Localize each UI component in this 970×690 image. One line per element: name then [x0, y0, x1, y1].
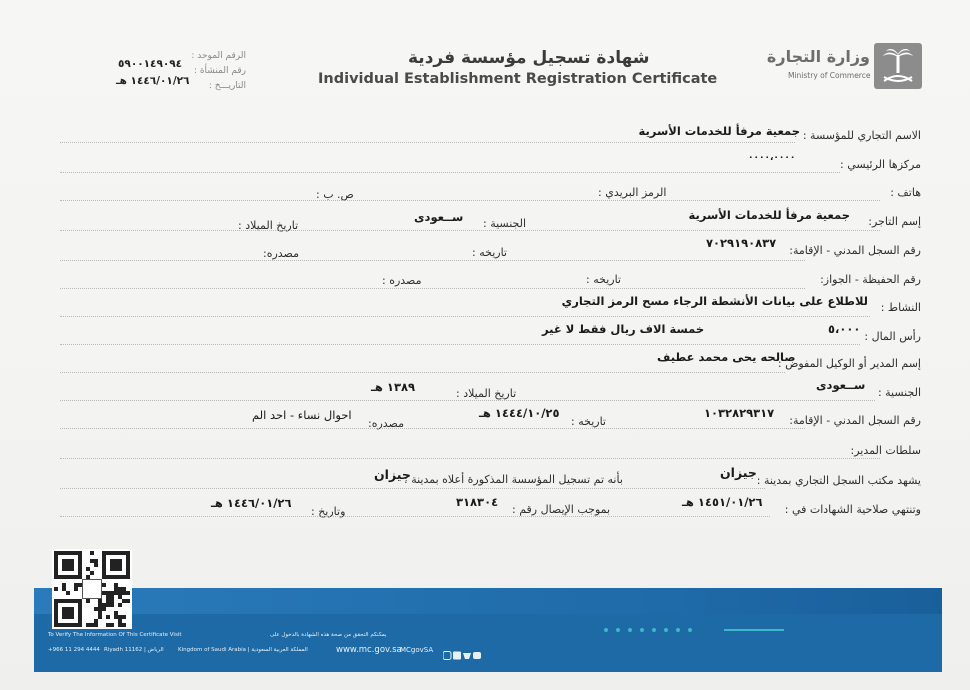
folder-passport-label: رقم الحفيظة - الجواز:	[820, 273, 921, 286]
civil-registry-value: ٧٠٢٩١٩٠٨٣٧	[706, 236, 777, 250]
instagram-icon	[443, 652, 451, 660]
facility-number-label: رقم المنشأة :	[193, 66, 246, 76]
capital-in-words: خمسة الاف ريال فقط لا غير	[542, 322, 705, 336]
social-icons	[443, 645, 481, 664]
facebook-icon	[453, 652, 461, 660]
qr-finder	[54, 551, 82, 579]
qr-module	[54, 587, 58, 591]
ministry-name-en: Ministry of Commerce	[788, 71, 871, 80]
receipt-value: ٣١٨٣٠٤	[456, 495, 499, 509]
qr-module	[90, 571, 94, 575]
trade-name-label: الاسم التجاري للمؤسسة :	[802, 129, 921, 142]
trade-name-value: جمعية مرفأ للخدمات الأسرية	[638, 124, 800, 138]
qr-center-logo	[82, 579, 102, 599]
title-english: Individual Establishment Registration Certificate	[318, 71, 718, 87]
nationality-value: ســعودى	[414, 210, 464, 224]
on-date-value: ١٤٤٦/٠١/٢٦ هـ	[211, 496, 292, 510]
ministry-logo	[874, 43, 922, 89]
civil-registry-label: رقم السجل المدني - الإقامة:	[789, 244, 921, 257]
manager-value: صالحه يحى محمد عطيف	[657, 350, 796, 364]
qr-module	[86, 599, 90, 603]
manager-nationality-label: الجنسية :	[877, 386, 921, 399]
qr-module	[102, 583, 106, 587]
registered-city: جيزان	[374, 467, 411, 482]
ministry-name-ar: وزارة التجارة	[766, 47, 870, 66]
merchant-value: جمعية مرفأ للخدمات الأسرية	[688, 208, 850, 222]
qr-module	[74, 587, 78, 591]
manager-civil-label: رقم السجل المدني - الإقامة:	[789, 414, 921, 427]
qr-module	[90, 551, 94, 555]
postal-code-label: الرمز البريدي :	[598, 186, 667, 199]
youtube-icon	[473, 652, 481, 659]
capital-value: ٥،٠٠٠	[828, 322, 861, 336]
qr-finder	[102, 551, 130, 579]
manager-civil-date-value: ١٤٤٤/١٠/٢٥ هـ	[479, 406, 560, 420]
witness-label: يشهد مكتب السجل التجاري بمدينة :	[756, 474, 921, 487]
witness-city: جيزان	[720, 465, 757, 480]
footer-band	[34, 588, 942, 672]
palm-swords-icon	[874, 43, 922, 89]
qr-module	[102, 607, 106, 611]
birth-date-label: تاريخ الميلاد :	[238, 219, 299, 232]
date-label: التاريـــخ :	[208, 81, 246, 91]
footer-social-handle: MCgovSA	[400, 646, 434, 654]
manager-civil-date-label: تاريخه :	[571, 415, 606, 428]
qr-module	[94, 623, 98, 627]
unified-number-value: ٥٩٠٠١٤٩٠٩٤	[118, 58, 183, 70]
manager-civil-value: ١٠٣٢٨٢٩٣١٧	[704, 406, 775, 420]
manager-authority-label: سلطات المدير:	[850, 444, 921, 457]
qr-module	[66, 591, 70, 595]
qr-module	[126, 591, 130, 595]
manager-birth-label: تاريخ الميلاد :	[456, 387, 517, 400]
footer-kingdom: Kingdom of Saudi Arabia | المملكة العربية السعودية	[178, 647, 308, 653]
folder-source-label: مصدره :	[382, 274, 422, 287]
activity-value: للاطلاع على بيانات الأنشطة الرجاء مسح الرمز التجاري	[561, 294, 868, 308]
on-date-label: وتاريخ :	[311, 505, 346, 518]
qr-module	[118, 603, 122, 607]
verify-text-ar: يمكنكم التحقق من صحة هذه الشهادة بالدخول على	[270, 632, 387, 638]
civil-source-label: مصدره:	[263, 247, 299, 260]
hq-value: ٠٠٠٠،٠٠٠٠	[748, 153, 796, 163]
phone-label: هاتف :	[890, 186, 921, 199]
qr-module	[110, 603, 114, 607]
qr-module	[122, 623, 126, 627]
expiry-value: ١٤٥١/٠١/٢٦ هـ	[682, 495, 763, 509]
verify-text-en: To Verify The Information Of This Certificate Visit	[48, 632, 182, 638]
receipt-label: بموجب الإيصال رقم :	[512, 503, 611, 516]
title-arabic: شهادة تسجيل مؤسسة فردية	[408, 48, 650, 68]
qr-module	[122, 615, 126, 619]
qr-module	[94, 563, 98, 567]
manager-label: إسم المدير أو الوكيل المفوض :	[777, 357, 921, 370]
folder-date-label: تاريخه :	[586, 273, 621, 286]
manager-source-value: احوال نساء - احد الم	[252, 408, 352, 422]
capital-label: رأس المال :	[864, 330, 921, 343]
manager-source-label: مصدره:	[368, 417, 404, 430]
qr-module	[110, 623, 114, 627]
qr-code[interactable]	[52, 549, 132, 629]
qr-module	[126, 599, 130, 603]
expiry-label: وتنتهي صلاحية الشهادات في :	[784, 503, 921, 516]
civil-date-label: تاريخه :	[472, 246, 507, 259]
footer-phone: +966 11 294 4444	[48, 647, 100, 653]
manager-nationality-value: ســعودى	[816, 378, 866, 392]
manager-birth-value: ١٣٨٩ هـ	[371, 380, 415, 394]
qr-module	[98, 615, 102, 619]
nationality-label: الجنسية :	[483, 217, 527, 230]
merchant-label: إسم التاجر:	[868, 215, 921, 228]
hq-label: مركزها الرئيسي :	[840, 158, 921, 171]
qr-finder	[54, 599, 82, 627]
activity-label: النشاط :	[880, 301, 921, 314]
twitter-icon	[463, 653, 471, 659]
footer-website[interactable]: www.mc.gov.sa	[336, 645, 402, 655]
pobox-label: ص. ب :	[316, 188, 354, 201]
qr-module	[106, 615, 110, 619]
footer-riyadh: Riyadh 11162 | الرياض	[104, 647, 164, 653]
registered-label: بأنه تم تسجيل المؤسسة المذكورة أعلاه بمدينة :	[404, 473, 623, 486]
date-value: ١٤٤٦/٠١/٢٦ هـ	[116, 75, 190, 87]
unified-number-label: الرقم الموحد :	[191, 51, 246, 61]
